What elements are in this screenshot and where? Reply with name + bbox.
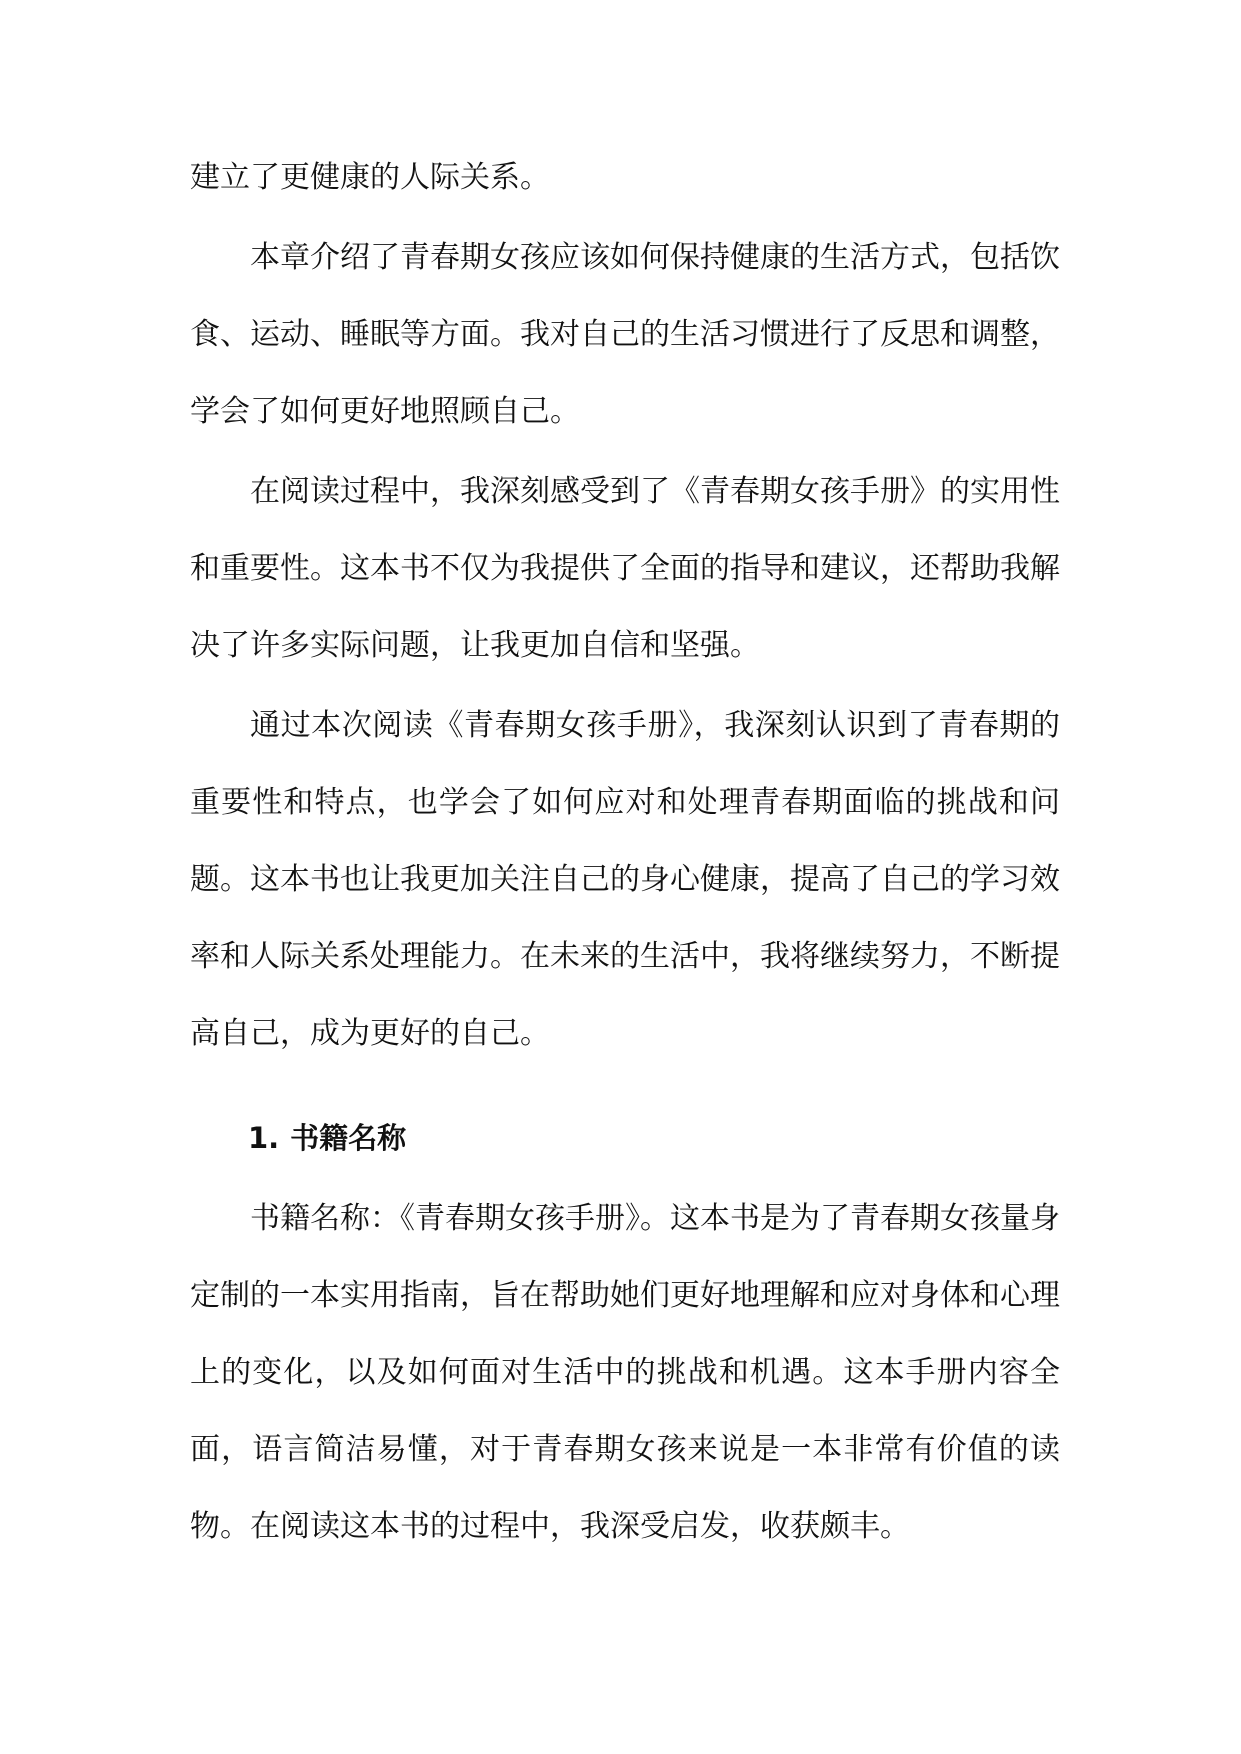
- paragraph-book-name: 书籍名称：《青春期女孩手册》。这本书是为了青春期女孩量身定制的一本实用指南，旨在帮助她们更好地理解和应对身体和心理上的变化，以及如何面对生活中的挑战和机遇。这本手册内容全面，语言简洁易懂，对于青春期女孩来说是一本非常有价值的读物。在阅读这本书的过程中，我深受启发，收获颇丰。: [190, 1201, 1060, 1544]
- section-title: 书籍名称: [290, 1121, 407, 1155]
- document-body: [190, 139, 1060, 1565]
- paragraph-reading-process: 在阅读过程中，我深刻感受到了《青春期女孩手册》的实用性和重要性。这本书不仅为我提供了全面的指导和建议，还帮助我解决了许多实际问题，让我更加自信和坚强。: [190, 474, 1060, 663]
- paragraph-conclusion: 通过本次阅读《青春期女孩手册》，我深刻认识到了青春期的重要性和特点，也学会了如何应对和处理青春期面临的挑战和问题。这本书也让我更加关注自己的身心健康，提高了自己的学习效率和人际关系处理能力。在未来的生活中，我将继续努力，不断提高自己，成为更好的自己。: [190, 708, 1060, 1051]
- section-number: 1.: [248, 1121, 280, 1155]
- paragraph-continuation: 建立了更健康的人际关系。: [190, 160, 550, 195]
- paragraph-healthy-lifestyle: 本章介绍了青春期女孩应该如何保持健康的生活方式，包括饮食、运动、睡眠等方面。我对自己的生活习惯进行了反思和调整，学会了如何更好地照顾自己。: [190, 240, 1060, 429]
- section-heading: [190, 1100, 1060, 1177]
